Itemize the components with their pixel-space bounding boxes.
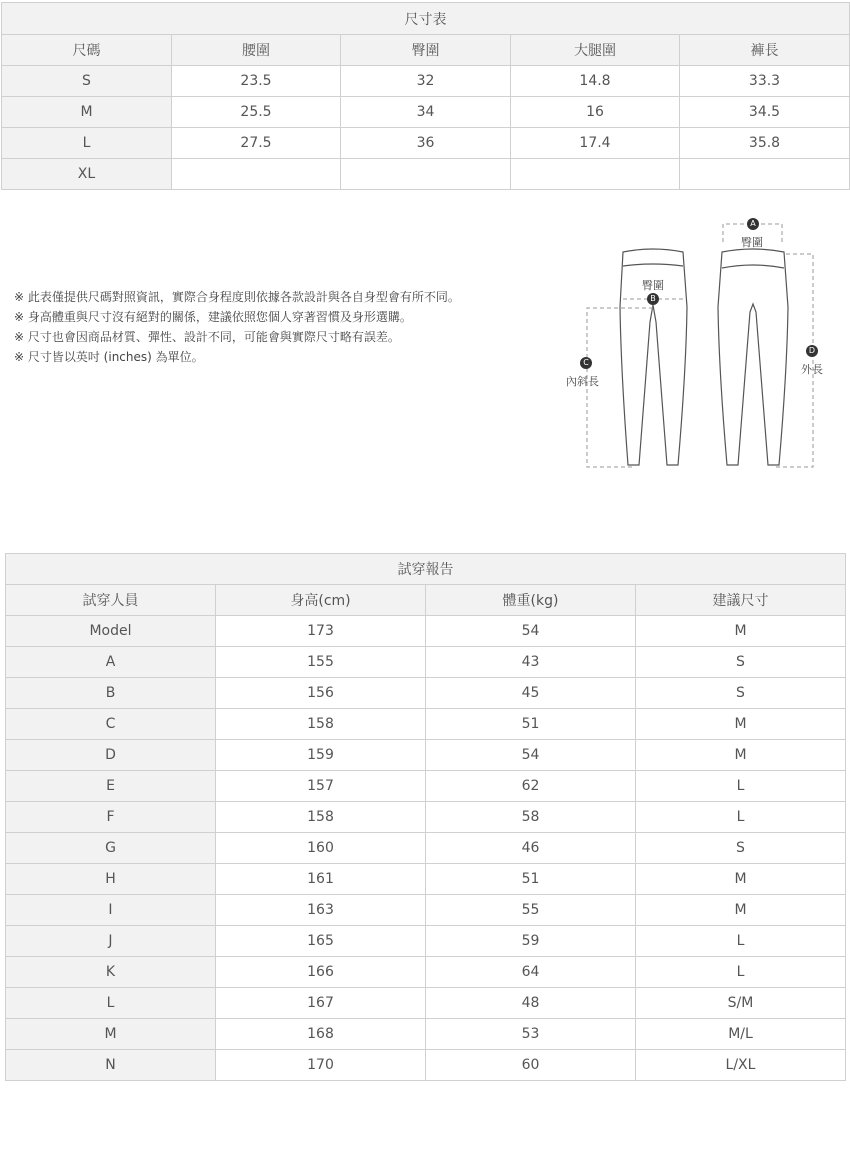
table-cell: L — [636, 957, 846, 988]
table-cell: 157 — [216, 771, 426, 802]
table-cell: 17.4 — [511, 128, 680, 159]
column-header: 腰圍 — [172, 35, 341, 66]
tester-cell: N — [6, 1050, 216, 1081]
column-header: 身高(cm) — [216, 585, 426, 616]
table-cell: 23.5 — [172, 66, 341, 97]
table-cell: M — [636, 616, 846, 647]
table-cell: 159 — [216, 740, 426, 771]
table-cell: 51 — [426, 709, 636, 740]
table-cell: 155 — [216, 647, 426, 678]
table-cell: 54 — [426, 616, 636, 647]
marker-b-label: 臀圍 — [642, 279, 664, 292]
size-cell: S — [2, 66, 172, 97]
size-chart-title: 尺寸表 — [2, 3, 850, 35]
table-cell: 59 — [426, 926, 636, 957]
table-cell: 25.5 — [172, 97, 341, 128]
table-row — [6, 771, 846, 802]
table-cell: M — [636, 740, 846, 771]
table-cell: 34 — [341, 97, 511, 128]
tester-cell: K — [6, 957, 216, 988]
trial-report-table — [5, 553, 846, 1081]
table-cell: S/M — [636, 988, 846, 1019]
table-cell: 48 — [426, 988, 636, 1019]
table-row — [2, 159, 850, 190]
table-cell: 34.5 — [680, 97, 850, 128]
tester-cell: D — [6, 740, 216, 771]
table-cell: 166 — [216, 957, 426, 988]
tester-cell: B — [6, 678, 216, 709]
tester-cell: L — [6, 988, 216, 1019]
table-row — [6, 926, 846, 957]
trial-report-title: 試穿報告 — [6, 554, 846, 585]
table-cell: 160 — [216, 833, 426, 864]
tester-cell: A — [6, 647, 216, 678]
tester-cell: F — [6, 802, 216, 833]
tester-cell: Model — [6, 616, 216, 647]
column-header: 體重(kg) — [426, 585, 636, 616]
note-item: ※ 身高體重與尺寸沒有絕對的關係，建議依照您個人穿著習慣及身形選購。 — [14, 310, 412, 324]
table-cell — [341, 159, 511, 190]
table-row — [6, 802, 846, 833]
table-cell: 51 — [426, 864, 636, 895]
marker-c-icon: C — [580, 357, 592, 369]
tester-cell: J — [6, 926, 216, 957]
pants-illustration — [560, 212, 840, 477]
marker-c-label: 內斜長 — [566, 375, 599, 388]
tester-cell: I — [6, 895, 216, 926]
table-cell: 36 — [341, 128, 511, 159]
table-row — [6, 988, 846, 1019]
table-cell: 27.5 — [172, 128, 341, 159]
marker-a-icon: A — [747, 218, 759, 230]
pants-measurement-diagram — [560, 212, 840, 477]
table-cell: L — [636, 771, 846, 802]
table-row — [6, 1019, 846, 1050]
table-cell: L — [636, 802, 846, 833]
table-cell: 45 — [426, 678, 636, 709]
column-header: 尺碼 — [2, 35, 172, 66]
table-cell: S — [636, 833, 846, 864]
table-cell: 64 — [426, 957, 636, 988]
marker-d-icon: D — [806, 345, 818, 357]
table-row — [6, 1050, 846, 1081]
note-item: ※ 尺寸皆以英吋 (inches) 為單位。 — [14, 350, 204, 364]
table-row — [6, 957, 846, 988]
table-cell: S — [636, 678, 846, 709]
table-cell: 60 — [426, 1050, 636, 1081]
table-cell: 54 — [426, 740, 636, 771]
marker-b-icon: B — [647, 293, 659, 305]
table-row — [2, 128, 850, 159]
table-cell: 16 — [511, 97, 680, 128]
table-cell: 53 — [426, 1019, 636, 1050]
table-cell: L/XL — [636, 1050, 846, 1081]
table-cell: 167 — [216, 988, 426, 1019]
table-cell: 32 — [341, 66, 511, 97]
table-row — [6, 895, 846, 926]
note-item: ※ 尺寸也會因商品材質、彈性、設計不同，可能會與實際尺寸略有誤差。 — [14, 330, 400, 344]
size-chart-header-row — [2, 35, 850, 66]
table-cell: M — [636, 709, 846, 740]
table-row — [2, 97, 850, 128]
table-cell: 165 — [216, 926, 426, 957]
table-cell: 158 — [216, 709, 426, 740]
table-cell: 163 — [216, 895, 426, 926]
table-cell: 35.8 — [680, 128, 850, 159]
table-cell: 62 — [426, 771, 636, 802]
column-header: 褲長 — [680, 35, 850, 66]
table-row — [6, 647, 846, 678]
table-cell: 158 — [216, 802, 426, 833]
table-cell: S — [636, 647, 846, 678]
table-row — [2, 66, 850, 97]
tester-cell: H — [6, 864, 216, 895]
table-row — [6, 678, 846, 709]
table-row — [6, 833, 846, 864]
size-cell: L — [2, 128, 172, 159]
table-cell: 43 — [426, 647, 636, 678]
column-header: 大腿圍 — [511, 35, 680, 66]
tester-cell: G — [6, 833, 216, 864]
table-cell: 156 — [216, 678, 426, 709]
table-cell: 168 — [216, 1019, 426, 1050]
table-cell — [680, 159, 850, 190]
table-cell: 55 — [426, 895, 636, 926]
table-cell: M — [636, 864, 846, 895]
size-chart-table — [1, 2, 850, 190]
table-row — [6, 864, 846, 895]
marker-d-label: 外長 — [801, 363, 823, 376]
table-cell: M — [636, 895, 846, 926]
table-cell: 46 — [426, 833, 636, 864]
size-cell: M — [2, 97, 172, 128]
back-pants-outline — [718, 249, 788, 465]
marker-a-label: 臀圍 — [741, 236, 763, 249]
table-cell: 173 — [216, 616, 426, 647]
trial-report-header-row — [6, 585, 846, 616]
table-cell: 161 — [216, 864, 426, 895]
table-cell — [172, 159, 341, 190]
column-header: 試穿人員 — [6, 585, 216, 616]
size-notes — [14, 287, 460, 367]
table-cell — [511, 159, 680, 190]
table-row — [6, 740, 846, 771]
tester-cell: E — [6, 771, 216, 802]
tester-cell: C — [6, 709, 216, 740]
table-row — [6, 709, 846, 740]
note-item: ※ 此表僅提供尺碼對照資訊，實際合身程度則依據各款設計與各自身型會有所不同。 — [14, 290, 460, 304]
tester-cell: M — [6, 1019, 216, 1050]
size-cell: XL — [2, 159, 172, 190]
table-cell: M/L — [636, 1019, 846, 1050]
table-cell: 14.8 — [511, 66, 680, 97]
column-header: 臀圍 — [341, 35, 511, 66]
table-cell: 33.3 — [680, 66, 850, 97]
table-row — [6, 616, 846, 647]
table-cell: 58 — [426, 802, 636, 833]
column-header: 建議尺寸 — [636, 585, 846, 616]
table-cell: L — [636, 926, 846, 957]
table-cell: 170 — [216, 1050, 426, 1081]
